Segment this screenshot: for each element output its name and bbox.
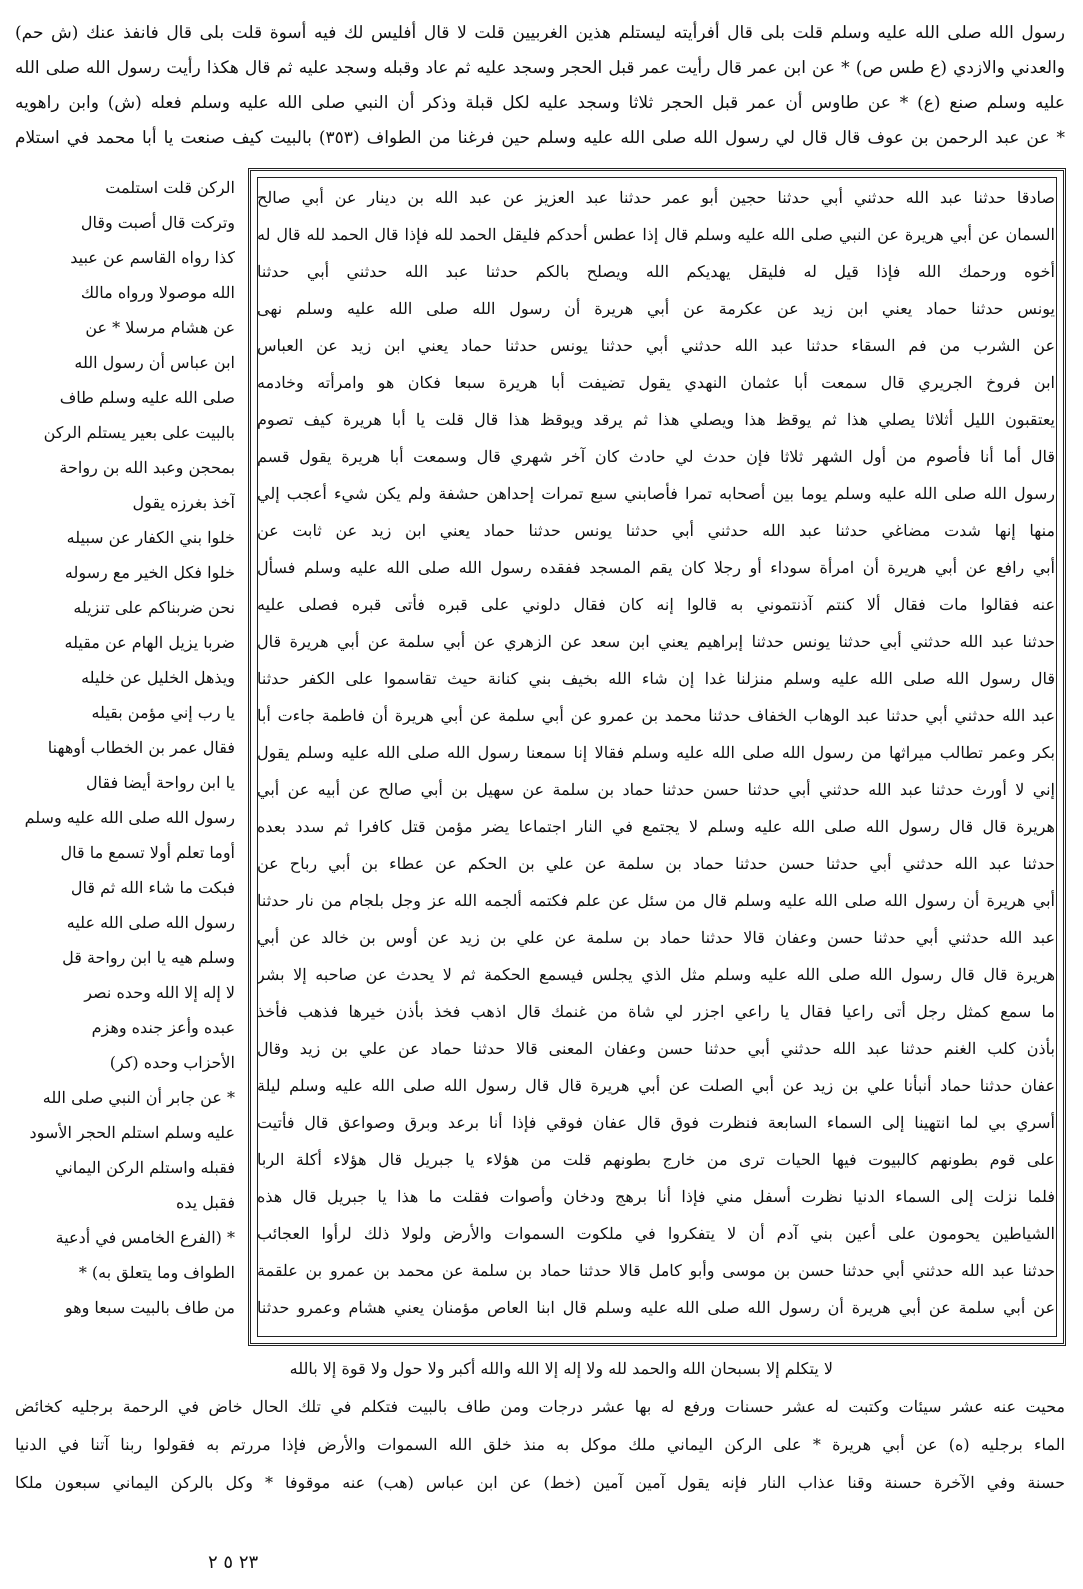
text-line: عليه وسلم استلم الحجر الأسود	[29, 1123, 235, 1142]
text-line: عبد الله حدثني أبي حدثنا عبد الوهاب الخفاف حدثنا محمد بن عمرو عن أبي سلمة عن أبي هريرة أن فاطمة جاءت أبا	[257, 706, 1055, 725]
text-line: أبي رافع عن أبي هريرة أن امرأة سوداء أو رجلا كان يقم المسجد ففقده رسول الله صلى الله عليه وسلم فسأل	[257, 558, 1055, 577]
text-line: هريرة قال قال رسول الله صلى الله عليه وسلم مثل الذي يجلس فيسمع الحكمة ثم لا يحدث عن صاحبه إلا بشر	[257, 965, 1055, 984]
text-line: على قوم بطونهم كالبيوت فيها الحيات ترى من خارج بطونهم قلت من هؤلاء يا جبريل قال هؤلاء أكلة الربا	[257, 1150, 1055, 1169]
text-line: صادقا حدثنا عبد الله حدثني أبي حدثنا حجين أبو عمر حدثنا عبد العزيز عن عبد الله بن دينار عن أبي صالح	[257, 188, 1055, 207]
text-line: * عن عبد الرحمن بن عوف قال قال لي رسول الله صلى الله عليه وسلم حين فرغنا من الطواف (٣٥٣) بالبيت كيف صنعت يا أبا محمد في استلام	[15, 128, 1065, 148]
text-line: من طاف بالبيت سبعا وهو	[64, 1298, 235, 1317]
text-line: بأذن كلب الغنم حدثنا عبد الله حدثني أبي حدثنا حسن وعفان المعنى قالا حدثنا حماد عن علي بن زيد وقال	[257, 1039, 1055, 1058]
text-line: رسول الله صلى الله عليه وسلم	[24, 808, 235, 827]
text-line: ما سمع كمثل رجل أتى راعيا فقال يا راعي اجزر لي شاة من غنمك قال اذهب فخذ بأذن خيرها فذهب فأخذ	[257, 1002, 1055, 1021]
page-number: ٢٣ ٥ ٢	[208, 1552, 259, 1573]
text-line: عليه وسلم صنع (ع) * عن طاوس أن عمر قبل الحجر ثلاثا وسجد عليه لكل قبلة وذكر أن النبي صلى الله عليه وسلم فعله (ش) وابن راهويه	[15, 93, 1065, 113]
text-line: بمحجن وعبد الله بن رواحة	[59, 458, 235, 477]
text-line: وتركت قال أصبت وقال	[80, 213, 235, 232]
text-line: منها إنها شدت مضاغي حدثنا عبد الله حدثني أبي حدثنا يونس حدثنا حماد يعني ابن زيد عن ثابت عن	[257, 521, 1055, 540]
text-line: فقبله واستلم الركن اليماني	[54, 1158, 235, 1177]
text-line: الماء برجليه (ه) عن أبي هريرة * على الركن اليماني ملك موكل به منذ خلق الله السموات والأرض فإذا مررتم به فقولوا ربنا آتنا في الدنيا	[15, 1435, 1065, 1454]
text-line: وسلم هيه يا ابن رواحة قل	[62, 948, 235, 967]
text-line: ضربا يزيل الهام عن مقيله	[64, 633, 235, 652]
text-line: نحن ضربناكم على تنزيله	[73, 598, 235, 617]
text-line: حسنة وفي الآخرة حسنة وقنا عذاب النار فإنه يقول آمين آمين (خط) عن ابن عباس (هب) عنه موقوفا * وكل بالركن اليماني سبعون ملكا	[15, 1473, 1065, 1492]
text-line: محيت عنه عشر سيئات وكتبت له عشر حسنات ورفع له بها عشر درجات ومن طاف بالبيت فتكلم في تلك الحال خاض في الرحمة برجليه كخائض	[15, 1397, 1065, 1416]
text-line: ويذهل الخليل عن خليله	[81, 668, 235, 687]
text-line: يعتقبون الليل أثلاثا يصلي هذا ثم يوقظ هذا ويصلي هذا ثم يرقد ويوقظ هذا قال قلت يا أبا هريرة كيف تصوم	[257, 410, 1055, 429]
text-line: رسول الله صلى الله عليه وسلم قلت بلى قال أفرأيته ليستلم هذين الغربيين قلت لا قال أفليس لك فيه أسوة قلت بلى قال فانفذ عنك (ش حم)	[15, 23, 1065, 43]
text-line: فقبل يده	[175, 1193, 235, 1212]
text-line: لا إله إلا الله وحده نصر	[84, 983, 235, 1002]
text-line: آخذ بغرزه يقول	[132, 493, 235, 512]
text-line: عن الشرب من فم السقاء حدثنا عبد الله حدثني أبي حدثنا يونس حدثنا حماد يعني ابن زيد عن العباس	[257, 336, 1055, 355]
text-line: لا يتكلم إلا بسبحان الله والحمد لله ولا إله إلا الله والله أكبر ولا حول ولا قوة إلا بالله	[289, 1359, 833, 1378]
text-line: فبكت ما شاء الله ثم قال	[70, 878, 235, 897]
text-line: أخوه ورحمك الله فإذا قيل له فليقل يهديكم الله ويصلح بالكم حدثنا عبد الله حدثني أبي حدثنا	[257, 262, 1055, 281]
text-line: الشياطين يحومون على أعين بني آدم أن لا يتفكروا في ملكوت السموات والأرض ولولا ذلك لرأوا العجائب	[257, 1224, 1055, 1243]
text-line: رسول الله صلى الله عليه	[66, 913, 235, 932]
text-line: أوما تعلم أولا تسمع ما قال	[60, 843, 235, 862]
text-line: الله موصولا ورواه مالك	[80, 283, 235, 302]
text-line: بالبيت على بعير يستلم الركن	[43, 423, 235, 442]
text-line: عن هشام مرسلا * عن	[85, 318, 235, 337]
text-line: عنه فقالوا مات فقال ألا كنتم آذنتموني به قالوا إنه كان فقال دلوني على قبره فأتى قبره فصلى عليه	[257, 595, 1055, 614]
text-line: عبد الله حدثني أبي حدثنا حسن وعفان قالا حدثنا حماد بن سلمة عن علي بن زيد عن أوس بن خالد عن أبي	[257, 928, 1055, 947]
text-line: عن أبي سلمة عن أبي هريرة أن رسول الله صلى الله عليه وسلم قال ابنا العاص مؤمنان يعني هشام وعمرو حدثنا	[257, 1298, 1055, 1317]
text-line: حدثنا عبد الله حدثني أبي حدثنا حسن حدثنا حماد بن سلمة عن علي بن الحكم عن عطاء بن أبي رباح عن	[257, 854, 1055, 873]
text-line: عفان حدثنا حماد أنبأنا علي بن زيد عن أبي الصلت عن أبي هريرة قال قال رسول الله صلى الله عليه وسلم ليلة	[257, 1076, 1055, 1095]
text-line: * عن جابر أن النبي صلى الله	[42, 1088, 235, 1107]
text-line: إني لا أورث حدثنا عبد الله حدثني أبي حدثنا حسن حدثنا حماد بن سلمة عن سهيل بن أبي صالح عن أبيه عن أبي	[257, 780, 1055, 799]
text-line: فقال عمر بن الخطاب أوههنا	[47, 738, 235, 757]
text-line: صلى الله عليه وسلم طاف	[59, 388, 235, 407]
text-line: ابن عباس أن رسول الله	[74, 353, 235, 372]
text-line: كذا رواه القاسم عن عبيد	[70, 248, 235, 267]
text-line: * (الفرع الخامس في أدعية	[55, 1228, 235, 1247]
text-line: والعدني والازدي (ع طس ص) * عن ابن عمر قال رأيت عمر قبل الحجر وسجد عليه ثم عاد وقبله وسجد عليه ثم قال هكذا رأيت رسول الله صلى الله	[15, 58, 1065, 78]
text-line: بكر وعمر تطالب ميراثها من رسول الله صلى الله عليه وسلم فقالا إنا سمعنا رسول الله صلى الله عليه وسلم يقول	[257, 743, 1055, 762]
text-line: رسول الله صلى الله عليه وسلم يوما بين أصحابه تمرا فأصابني سبع تمرات إحداهن حشفة ولم يكن شيء أعجب إلي	[257, 484, 1055, 503]
text-line: فلما نزلت إلى السماء الدنيا نظرت أسفل مني فإذا أنا برهج ودخان وأصوات فقلت ما هذا يا جبريل قال هذه	[257, 1187, 1055, 1206]
text-line: هريرة قال قال رسول الله صلى الله عليه وسلم لا يجتمع في النار اجتماعا يضر مؤمن قتل كافرا ثم سدد بعده	[257, 817, 1055, 836]
text-line: يونس حدثنا حماد يعني ابن زيد عن عكرمة عن أبي هريرة أن رسول الله صلى الله عليه وسلم نهى	[257, 299, 1055, 318]
text-line: الأحزاب وحده (كر)	[109, 1053, 235, 1072]
text-line: السمان عن أبي هريرة عن النبي صلى الله عليه وسلم قال إذا عطس أحدكم فليقل الحمد لله فإذا قال الحمد لله قال له	[257, 225, 1055, 244]
text-line: أبي هريرة أن رسول الله صلى الله عليه وسلم قال من سئل عن علم فكتمه ألجمه الله عز وجل بلجام من نار حدثنا	[257, 891, 1055, 910]
text-line: خلوا بني الكفار عن سبيله	[66, 528, 235, 547]
text-line: يا رب إني مؤمن بقيله	[91, 703, 235, 722]
text-line: عبده وأعز جنده وهزم	[91, 1018, 235, 1037]
text-line: يا ابن رواحة أيضا فقال	[85, 773, 235, 792]
text-line: خلوا فكل الخير مع رسوله	[64, 563, 235, 582]
text-line: أسري بي لما انتهينا إلى السماء السابعة فنظرت فوق قال عفان فوقي فإذا أنا برعد وبرق وصواعق قال فأتيت	[257, 1113, 1055, 1132]
text-line: حدثنا عبد الله حدثني أبي حدثنا يونس حدثنا إبراهيم يعني ابن سعد عن الزهري عن أبي سلمة عن أبي هريرة قال	[257, 632, 1055, 651]
text-line: ابن فروخ الجريري قال سمعت أبا عثمان النهدي يقول تضيفت أبا هريرة سبعا فكان هو وامرأته وخادمه	[257, 373, 1055, 392]
text-line: قال رسول الله صلى الله عليه وسلم منزلنا غدا إن شاء الله بخيف بني كنانة حيث تقاسموا على الكفر حدثنا	[257, 669, 1055, 688]
text-line: الطواف وما يتعلق به) *	[78, 1263, 235, 1282]
text-line: حدثنا عبد الله حدثني أبي حدثنا حسن بن موسى وأبو كامل قالا حدثنا حماد بن سلمة عن محمد بن عمرو بن علقمة	[257, 1261, 1055, 1280]
text-line: قال أما أنا فأصوم من أول الشهر ثلاثا فإن حدث لي حادث كان آخر شهري قال وسمعت أبا هريرة يقول قسم	[257, 447, 1055, 466]
text-line: الركن قلت استلمت	[105, 178, 235, 197]
